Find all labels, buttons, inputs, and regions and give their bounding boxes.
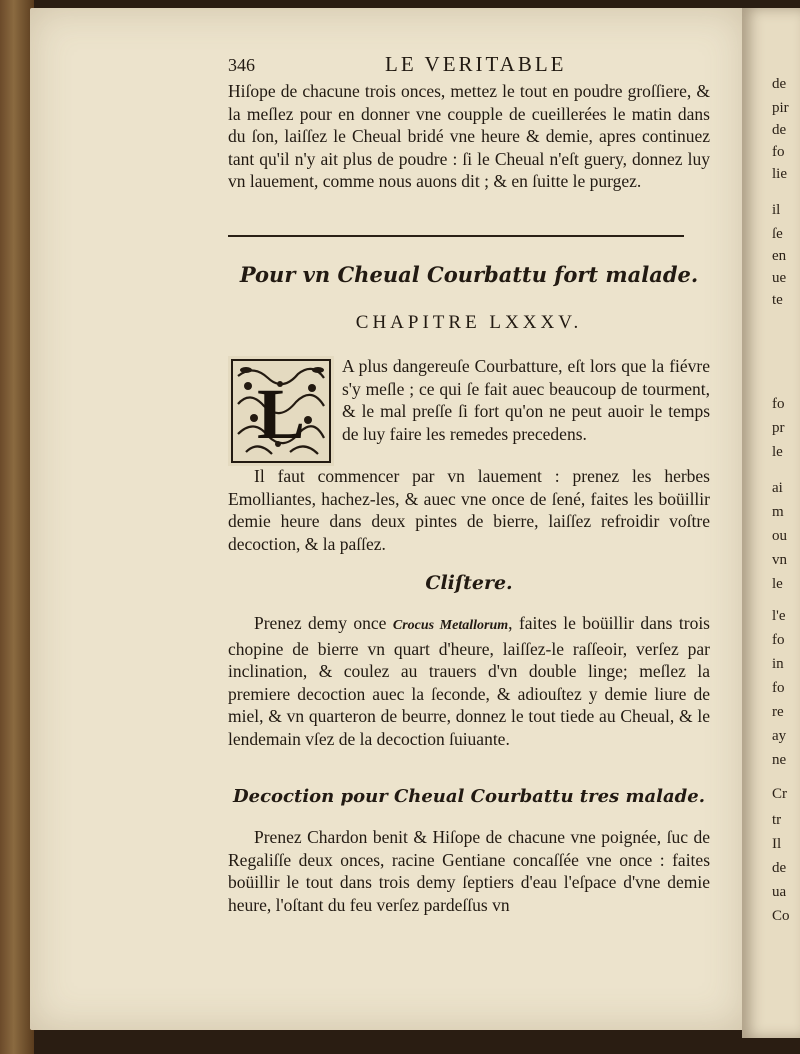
right-page-fragment: fo <box>772 632 785 648</box>
right-page-fragment: pir <box>772 100 789 116</box>
chapter-para2 <box>228 465 710 555</box>
decoction-paragraph <box>228 826 710 922</box>
decorated-initial-image <box>228 356 334 466</box>
right-page-fragment: il <box>772 202 781 218</box>
right-page-fragment: Co <box>772 908 790 924</box>
right-page-fragment: Cr <box>772 786 787 802</box>
initial-letter: L <box>256 374 306 454</box>
book-spine <box>0 0 34 1054</box>
clistere-text-after: , faites le boüillir dans trois chopine de bierre vn quart d'heure, laiſſez-le raſſeoir, verſez par inclination, & coulez au trauers d'vn double linge; meſlez la premiere decoction auec la ſeconde, & adiouſtez y demie liure de miel, & vn quarteron de beurre, donnez le tout tiede au Cheual, & le lendemain vſez de la decoction ſuiuante. <box>228 613 710 749</box>
page-number: 346 <box>228 55 255 75</box>
right-page-fragment: le <box>772 576 783 592</box>
right-page-fragment: ue <box>772 270 787 286</box>
top-paragraph <box>228 80 710 193</box>
clistere-text-before: Prenez demy once <box>254 613 393 633</box>
chapter-para2-text: Il faut commencer par vn lauement : prenez les herbes Emolliantes, hachez-les, & auec vne once de ſené, faites les boüillir demie heure dans deux pintes de bierre, laiſſez refroidir voſtre decoction, & la paſſez. <box>228 466 710 554</box>
top-paragraph-text: Hiſope de chacune trois onces, mettez le tout en poudre groſſiere, & la meſlez pour en donner vne coupple de cueillerées le matin dans du ſon, laiſſez le Cheual bridé vne heure & demie, apres continuez tant qu'il n'y ait plus de poudre : ſi le Cheual n'eſt guery, donnez luy vn lauement, comme nous auons dit ; & en ſuitte le purgez. <box>228 81 710 191</box>
right-page-fragment: ai <box>772 480 783 496</box>
clistere-latin-term: Crocus Metallorum <box>392 618 509 633</box>
book-page-right-edge <box>742 8 800 1038</box>
right-page-fragment: de <box>772 76 787 92</box>
right-page-fragment: ne <box>772 752 787 768</box>
right-page-fragment: l'e <box>772 608 786 624</box>
right-page-fragment: m <box>772 504 784 520</box>
clistere-title: Cliſtere. <box>425 572 513 594</box>
right-page-fragment: en <box>772 248 787 264</box>
right-page-fragment: te <box>772 292 783 308</box>
decoction-text: Prenez Chardon benit & Hiſope de chacune vne poignée, ſuc de Regaliſſe deux onces, racine Gentiane concaſſée vne once : faites boüillir le tout dans trois demy ſeptiers d'eau l'eſpace d'vne demie heure, l'oſtant du feu verſez pardeſſus vn <box>228 827 710 915</box>
right-page-fragment: re <box>772 704 784 720</box>
right-page-fragment: in <box>772 656 784 672</box>
running-title: LE VERITABLE <box>385 52 567 76</box>
clistere-paragraph <box>228 612 710 750</box>
right-page-fragment: tr <box>772 812 782 828</box>
decoction-title: Decoction pour Cheual Courbattu tres malade. <box>233 786 705 807</box>
section-title: Pour vn Cheual Courbattu fort malade. <box>239 262 699 287</box>
chapter-heading: CHAPITRE LXXXV. <box>355 312 583 333</box>
right-page-fragment: de <box>772 860 787 876</box>
chapter-para1 <box>342 355 710 445</box>
right-page-fragment: ua <box>772 884 787 900</box>
right-page-fragment: le <box>772 444 783 460</box>
right-page-fragment: pr <box>772 420 785 436</box>
right-page-fragment: de <box>772 122 787 138</box>
right-page-fragment: fo <box>772 144 785 160</box>
section-divider <box>228 235 684 237</box>
right-page-fragment: ou <box>772 528 787 544</box>
right-page-fragment: ay <box>772 728 787 744</box>
right-page-fragment: fo <box>772 396 785 412</box>
right-page-fragment: vn <box>772 552 787 568</box>
chapter-para1-text: A plus dangereuſe Courbatture, eſt lors que la fiévre s'y meſle ; ce qui ſe fait auec beaucoup de tourment, & le mal preſſe ſi fort qu'on ne peut auoir le temps de luy faire les remedes precedens. <box>342 356 710 444</box>
right-page-fragment: ſe <box>772 226 783 242</box>
right-page-fragment: fo <box>772 680 785 696</box>
right-page-fragment: lie <box>772 166 787 182</box>
decorated-initial <box>228 356 334 466</box>
right-page-fragment: Il <box>772 836 782 852</box>
